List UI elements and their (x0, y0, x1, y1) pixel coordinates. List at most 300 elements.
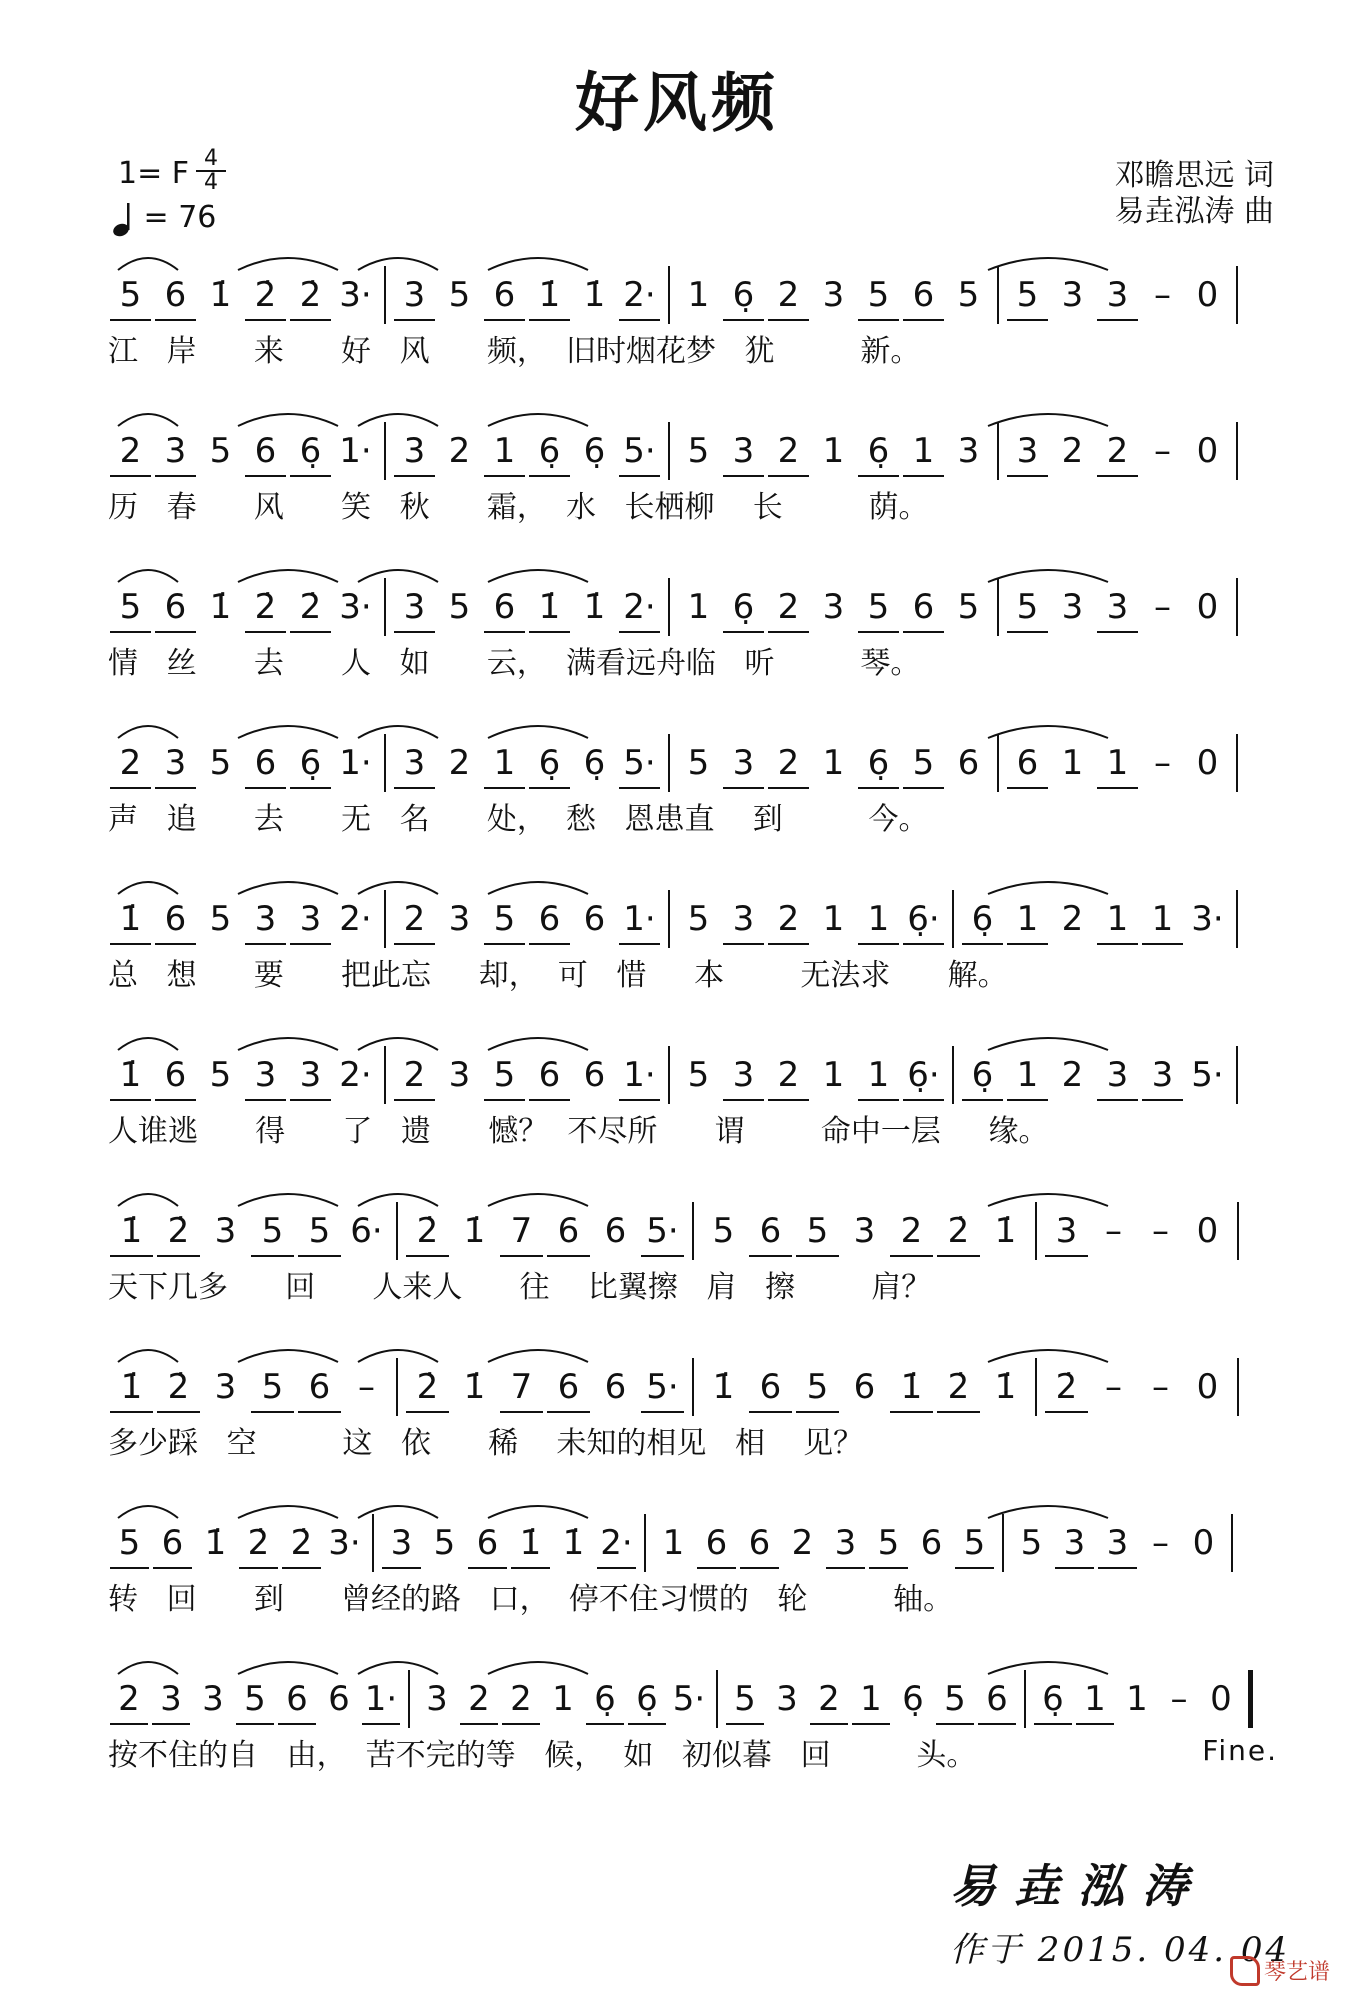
note: 1· (617, 893, 662, 945)
note: 6 (153, 581, 198, 633)
score-line (108, 1166, 1278, 1326)
note: 6 (583, 899, 606, 939)
notation-row (108, 260, 1278, 330)
note: 3 (853, 1211, 876, 1251)
composer-credit: 易垚泓涛 曲 (1114, 194, 1274, 229)
note: – (1152, 1367, 1169, 1407)
note: 3 (392, 737, 437, 789)
barline (1236, 422, 1238, 480)
note: 6̣ (288, 425, 333, 477)
barline (952, 1046, 954, 1104)
credits (1114, 158, 1274, 230)
barline (384, 422, 386, 480)
note: 5 (867, 1517, 910, 1569)
barline (997, 422, 999, 480)
note: 2̇ (243, 269, 288, 321)
note: 6 (153, 893, 198, 945)
note: – (1152, 1211, 1169, 1251)
note: 6̣ (584, 1673, 626, 1725)
note: 2 (1095, 425, 1140, 477)
note: 5 (296, 1205, 343, 1257)
note: 2̇ (155, 1361, 202, 1413)
notation-row (108, 728, 1278, 798)
note: 2 (766, 737, 811, 789)
note: 3 (392, 425, 437, 477)
notation-row (108, 1352, 1278, 1422)
barline (1236, 734, 1238, 792)
note: – (1105, 1211, 1122, 1251)
composition-date: 作于 2015. 04. 04 (950, 1930, 1291, 1970)
score-line (108, 1634, 1278, 1794)
note: 6 (153, 269, 198, 321)
note: 1 (1005, 1049, 1050, 1101)
note: 3 (1053, 1517, 1096, 1569)
barline (692, 1202, 694, 1260)
barline (1236, 266, 1238, 324)
note: 3 (202, 1679, 224, 1719)
note: 3 (824, 1517, 867, 1569)
note: 5 (712, 1211, 735, 1251)
note: 2 (392, 1049, 437, 1101)
score-line (108, 698, 1278, 858)
barline (692, 1358, 694, 1416)
note: 2 (1061, 1055, 1084, 1095)
note: 1 (482, 737, 527, 789)
notation-row (108, 572, 1278, 642)
score-line (108, 1322, 1278, 1482)
note: 6 (920, 1523, 943, 1563)
note: 5· (1191, 1055, 1224, 1095)
lyricist-credit: 邓瞻思远 词 (1114, 158, 1274, 193)
note: 0 (1196, 1211, 1219, 1251)
note: 6 (957, 743, 980, 783)
key-signature: 1= F (118, 156, 190, 191)
note: 1 (856, 1049, 901, 1101)
note: 2̇ (288, 581, 333, 633)
note: 3 (957, 431, 980, 471)
note: 6̣ (856, 425, 901, 477)
note: 6 (328, 1679, 350, 1719)
note: 1̇ (209, 587, 232, 627)
note: 3 (1061, 587, 1084, 627)
note: 3 (776, 1679, 798, 1719)
note: 5 (1005, 269, 1050, 321)
note: 3 (721, 1049, 766, 1101)
note: 0 (1196, 587, 1219, 627)
note: 3 (1095, 1049, 1140, 1101)
barline (384, 1046, 386, 1104)
note: 3 (1043, 1205, 1090, 1257)
note: 1̇ (108, 1049, 153, 1101)
note: 5 (482, 1049, 527, 1101)
note: 2̇ (237, 1517, 280, 1569)
note: 1 (856, 893, 901, 945)
note: 1̇ (583, 587, 606, 627)
note: 3 (1096, 1517, 1139, 1569)
note: 5 (1020, 1523, 1043, 1563)
lyrics-line: 情 丝 去 人 如 云， 满看远舟临 听 琴。 (108, 646, 921, 681)
note: 6̣ (721, 581, 766, 633)
note: – (1152, 1523, 1169, 1563)
note: 5· (639, 1205, 686, 1257)
notation-row (108, 1664, 1278, 1734)
note: 0 (1196, 1367, 1219, 1407)
note: 1 (822, 1055, 845, 1095)
note: 6 (901, 269, 946, 321)
note: 6̣ (1032, 1673, 1074, 1725)
barline (1035, 1358, 1037, 1416)
note: 2· (339, 899, 372, 939)
note: 6̣ (856, 737, 901, 789)
note: 6 (1005, 737, 1050, 789)
note: 5 (953, 1517, 996, 1569)
note: 5 (209, 431, 232, 471)
note: 1̇ (712, 1367, 735, 1407)
note: 6 (482, 581, 527, 633)
note: 3 (1005, 425, 1050, 477)
note: 1 (822, 431, 845, 471)
note: 3 (392, 269, 437, 321)
note: 3 (822, 587, 845, 627)
note: 1̇ (209, 275, 232, 315)
note: 3· (339, 275, 372, 315)
note: 2 (500, 1673, 542, 1725)
note: 2 (448, 431, 471, 471)
note: 2̇ (280, 1517, 323, 1569)
note: 6 (604, 1367, 627, 1407)
note: 5 (234, 1673, 276, 1725)
note: – (358, 1367, 375, 1407)
note: 3 (721, 893, 766, 945)
note: 3 (153, 737, 198, 789)
note: – (1170, 1679, 1188, 1719)
note: 5 (934, 1673, 976, 1725)
note: 5· (617, 425, 662, 477)
note: 1̇ (994, 1211, 1017, 1251)
note: 2 (766, 581, 811, 633)
score-line (108, 1010, 1278, 1170)
composer-signature: 易垚泓涛 (950, 1859, 1206, 1913)
lyrics-line: 江 岸 来 好 风 频， 旧时烟花梦 犹 新。 (108, 334, 921, 369)
note: 5 (687, 899, 710, 939)
barline (1024, 1670, 1026, 1728)
note: 1̇ (527, 269, 572, 321)
note: 6 (151, 1517, 194, 1569)
note: 0 (1196, 743, 1219, 783)
note: 3 (1095, 581, 1140, 633)
note: 5 (209, 899, 232, 939)
note: 6· (350, 1211, 383, 1251)
note: 5 (108, 1517, 151, 1569)
note: 1· (339, 431, 372, 471)
note: 6 (296, 1361, 343, 1413)
note: 1 (822, 743, 845, 783)
barline (668, 266, 670, 324)
note: 6̣· (901, 1049, 946, 1101)
note: 1̇ (108, 1361, 155, 1413)
note: 5 (209, 1055, 232, 1095)
note: 1̇ (204, 1523, 227, 1563)
logo-icon (1230, 1956, 1260, 1986)
note: 6̣ (527, 425, 572, 477)
note: 2̇ (404, 1205, 451, 1257)
note: 6̣ (527, 737, 572, 789)
barline (1231, 1514, 1233, 1572)
lyrics-line: 总 想 要 把此忘 却， 可 惜 本 无法求 解。 (108, 958, 1008, 993)
note: 5 (901, 737, 946, 789)
note: 0 (1210, 1679, 1232, 1719)
note: 1· (360, 1673, 402, 1725)
note: 2 (766, 893, 811, 945)
barline (384, 734, 386, 792)
note: 6̣ (960, 1049, 1005, 1101)
note: 2 (1061, 899, 1084, 939)
barline (408, 1670, 410, 1728)
note: 6 (583, 1055, 606, 1095)
note: 5 (433, 1523, 456, 1563)
barline (668, 578, 670, 636)
note: 3 (822, 275, 845, 315)
note: 6 (747, 1361, 794, 1413)
score-line (108, 854, 1278, 1014)
notation-row (108, 416, 1278, 486)
barline (1236, 1046, 1238, 1104)
barline (372, 1514, 374, 1572)
barline (644, 1514, 646, 1572)
barline (668, 890, 670, 948)
note: 6̣ (583, 431, 606, 471)
note: 3 (721, 737, 766, 789)
note: 2 (888, 1205, 935, 1257)
note: 3 (426, 1679, 448, 1719)
lyrics-line: 天下几多 回 人来人 往 比翼擦 肩 擦 肩？ (108, 1270, 932, 1305)
note: 1 (552, 1679, 574, 1719)
tempo-marking: = 76 (112, 200, 216, 237)
note: 2 (448, 743, 471, 783)
note: 2· (617, 581, 662, 633)
lyrics-line: 声 追 去 无 名 处， 愁 恩患直 到 今。 (108, 802, 929, 837)
note: 2̇ (243, 581, 288, 633)
notation-row (108, 884, 1278, 954)
barline (1236, 890, 1238, 948)
note: 0 (1192, 1523, 1215, 1563)
note: 5 (209, 743, 232, 783)
barline (1237, 1202, 1239, 1260)
note: 1 (482, 425, 527, 477)
note: 1· (617, 1049, 662, 1101)
note: 6̣ (721, 269, 766, 321)
barline (1237, 1358, 1239, 1416)
barline (1002, 1514, 1004, 1572)
note: 5 (108, 269, 153, 321)
note: 5 (482, 893, 527, 945)
score-title: 好风频 (575, 67, 779, 141)
score-line (108, 386, 1278, 546)
barline (668, 422, 670, 480)
note: 2̇ (155, 1205, 202, 1257)
score-line (108, 542, 1278, 702)
note: 5 (794, 1361, 841, 1413)
note: 3 (448, 899, 471, 939)
note: 1 (850, 1673, 892, 1725)
note: 5· (639, 1361, 686, 1413)
lyrics-line: 转 回 到 曾经的路 口， 停不住习惯的 轮 轴。 (108, 1582, 954, 1617)
note: 1 (1095, 737, 1140, 789)
note: 6̣ (583, 743, 606, 783)
barline (384, 266, 386, 324)
note: 5 (249, 1205, 296, 1257)
note: 0 (1196, 275, 1219, 315)
note: 5 (1005, 581, 1050, 633)
note: 6 (527, 893, 572, 945)
note: 1 (901, 425, 946, 477)
note: 1̇ (108, 1205, 155, 1257)
note: 3· (1191, 899, 1224, 939)
note: 6 (466, 1517, 509, 1569)
lyrics-line: 历 春 风 笑 秋 霜， 水 长栖柳 长 荫。 (108, 490, 929, 525)
lyrics-line: 多少踩 空 这 依 稀 未知的相见 相 见？ (108, 1426, 864, 1461)
score-line (108, 230, 1278, 390)
note: – (1154, 743, 1171, 783)
barline (1236, 578, 1238, 636)
barline (997, 734, 999, 792)
note: 6 (747, 1205, 794, 1257)
note: 5· (672, 1679, 706, 1719)
note: 5 (448, 587, 471, 627)
note: 2 (108, 1673, 150, 1725)
note: 5 (108, 581, 153, 633)
note: 2 (766, 1049, 811, 1101)
note: 5 (794, 1205, 841, 1257)
note: 1 (687, 587, 710, 627)
note: 6 (695, 1517, 738, 1569)
note: 5 (687, 1055, 710, 1095)
note: 6 (243, 425, 288, 477)
note: 6 (482, 269, 527, 321)
note: 1̇ (463, 1367, 486, 1407)
fine-marking: Fine. (1202, 1734, 1278, 1767)
note: 5 (687, 743, 710, 783)
note: 6 (976, 1673, 1018, 1725)
note: – (1154, 275, 1171, 315)
note: 3 (243, 1049, 288, 1101)
note: 5 (856, 581, 901, 633)
barline (668, 1046, 670, 1104)
note: 2̇ (288, 269, 333, 321)
note: 3 (1140, 1049, 1185, 1101)
note: 5· (617, 737, 662, 789)
watermark: 琴艺谱 (1230, 1955, 1330, 1986)
note: 1 (687, 275, 710, 315)
note: 6 (901, 581, 946, 633)
note: 1̇ (888, 1361, 935, 1413)
note: 2 (1061, 431, 1084, 471)
note: 1 (1095, 893, 1140, 945)
note: 2 (791, 1523, 814, 1563)
note: 1̇ (509, 1517, 552, 1569)
barline (396, 1358, 398, 1416)
barline (997, 578, 999, 636)
note: 1 (822, 899, 845, 939)
note: 3 (448, 1055, 471, 1095)
note: 5 (957, 587, 980, 627)
notation-row (108, 1040, 1278, 1110)
note: 3 (288, 1049, 333, 1101)
note: 5 (448, 275, 471, 315)
note: 2̇ (404, 1361, 451, 1413)
notation-row (108, 1508, 1278, 1578)
note: 3 (392, 581, 437, 633)
note: 6 (545, 1205, 592, 1257)
note: 5 (687, 431, 710, 471)
barline (997, 266, 999, 324)
lyrics-line: 按不住的自 由， 苦不完的等 候， 如 初似暮 回 头。 (108, 1738, 977, 1773)
barline (716, 1670, 718, 1728)
note: 6 (153, 1049, 198, 1101)
note: 6 (527, 1049, 572, 1101)
score-line (108, 1478, 1278, 1638)
note: 3 (1095, 269, 1140, 321)
note: 2 (766, 425, 811, 477)
barline (384, 890, 386, 948)
barline (952, 890, 954, 948)
note: 2· (617, 269, 662, 321)
note: 3 (1061, 275, 1084, 315)
note: 3· (339, 587, 372, 627)
note: 6̣ (960, 893, 1005, 945)
note: 6 (604, 1211, 627, 1251)
note: 6 (243, 737, 288, 789)
note: 0 (1196, 431, 1219, 471)
note: 3· (328, 1523, 361, 1563)
note: 2 (766, 269, 811, 321)
note: 1 (1140, 893, 1185, 945)
note: 5 (249, 1361, 296, 1413)
note: 6̣ (626, 1673, 668, 1725)
note: 2̇ (1043, 1361, 1090, 1413)
note: 3 (150, 1673, 192, 1725)
note: 6̣· (901, 893, 946, 945)
note: 2 (392, 893, 437, 945)
note: 6 (276, 1673, 318, 1725)
note: 2̇ (935, 1205, 982, 1257)
note: 1 (1126, 1679, 1148, 1719)
barline (1035, 1202, 1037, 1260)
note: 5 (957, 275, 980, 315)
note: – (1154, 431, 1171, 471)
note: – (1154, 587, 1171, 627)
note: 6 (853, 1367, 876, 1407)
note: 2 (108, 737, 153, 789)
note: 2̇ (935, 1361, 982, 1413)
repeat-end-barline (1248, 1670, 1253, 1728)
note: 6 (738, 1517, 781, 1569)
lyrics-line: 人谁逃 得 了 遗 憾？ 不尽所 谓 命中一层 缘。 (108, 1114, 1049, 1149)
note: 2 (108, 425, 153, 477)
note: 1 (1074, 1673, 1116, 1725)
barline (384, 578, 386, 636)
note: 1̇ (108, 893, 153, 945)
note: 5 (856, 269, 901, 321)
note: 6̣ (288, 737, 333, 789)
barline (668, 734, 670, 792)
note: 1 (662, 1523, 685, 1563)
time-signature: 4 4 (196, 148, 226, 194)
note: 7 (498, 1205, 545, 1257)
note: 1 (1061, 743, 1084, 783)
barline (396, 1202, 398, 1260)
note: 1· (339, 743, 372, 783)
